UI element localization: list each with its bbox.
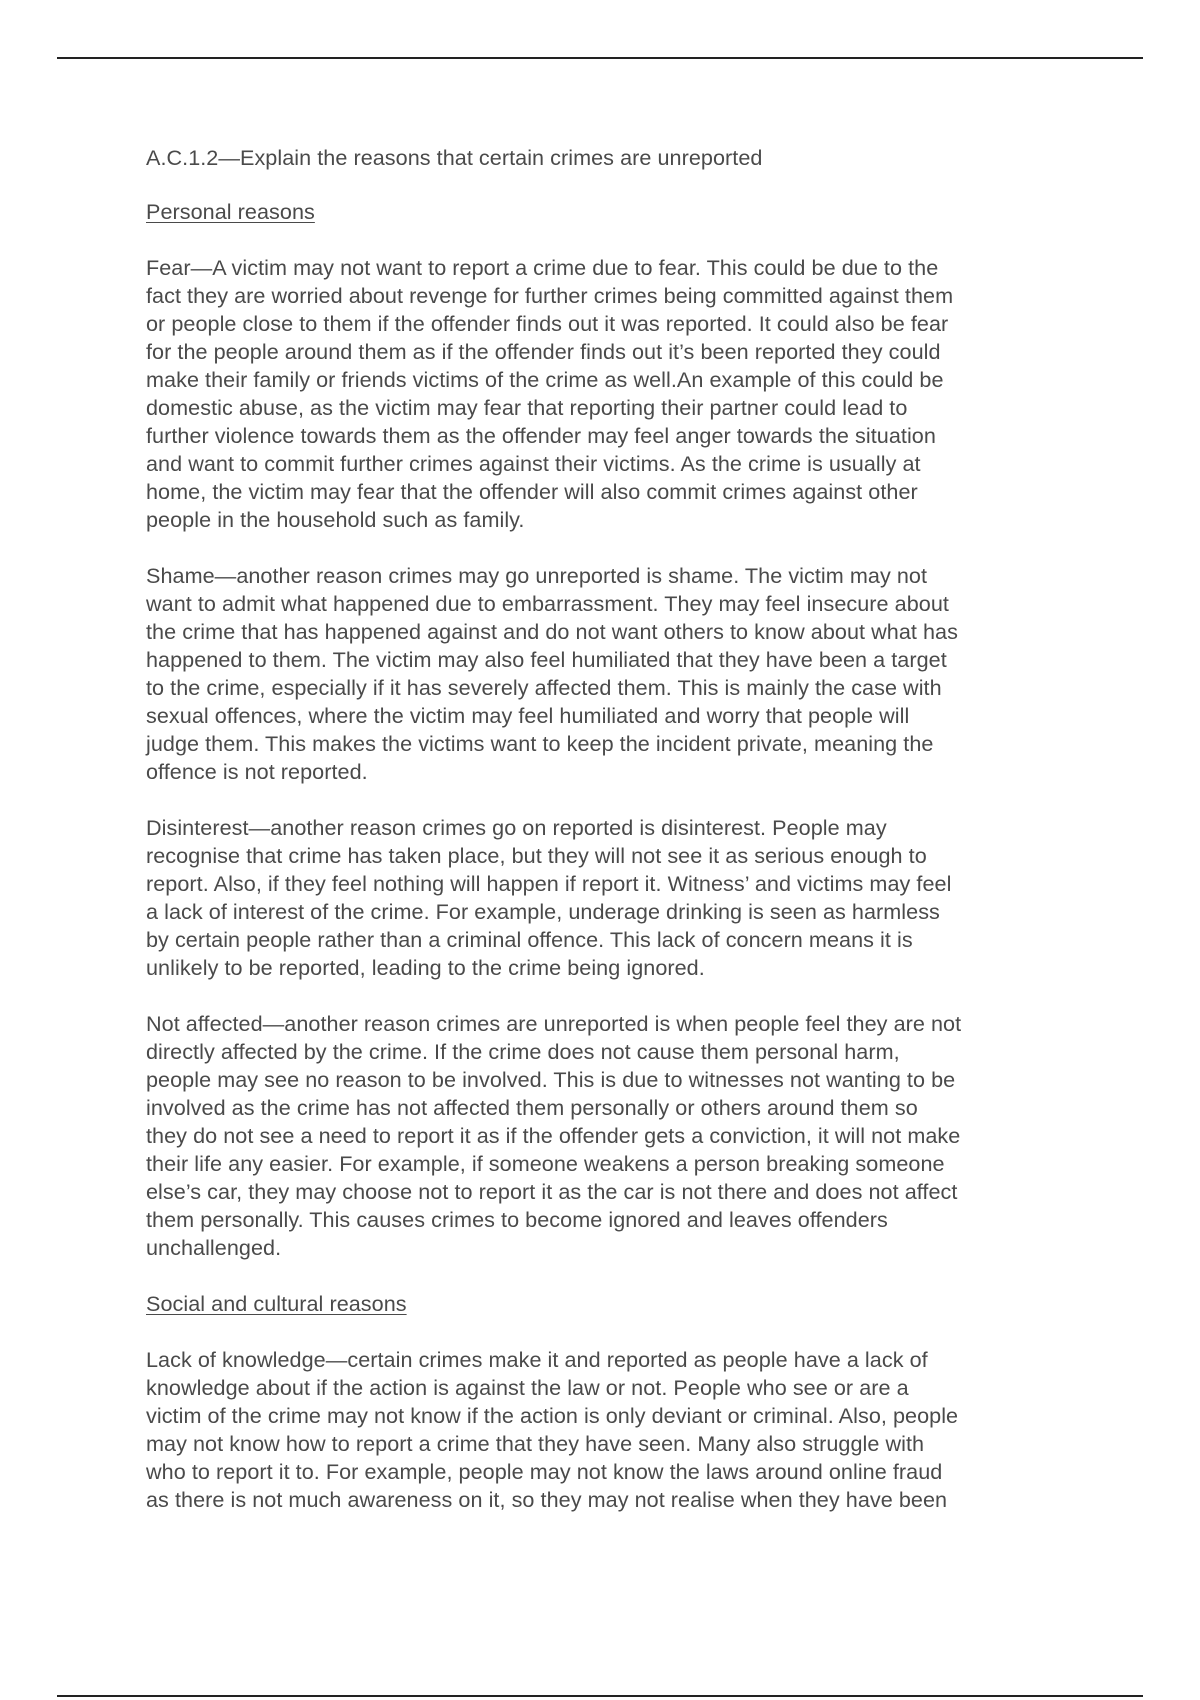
page-bottom-rule	[57, 1695, 1143, 1697]
text-line: knowledge about if the action is against the law or not. People who see or are a	[146, 1375, 909, 1400]
text-line: to the crime, especially if it has severely affected them. This is mainly the case with	[146, 675, 942, 700]
page-top-rule	[57, 57, 1143, 59]
text-line: fact they are worried about revenge for further crimes being committed against them	[146, 283, 954, 308]
text-line: may not know how to report a crime that they have seen. Many also struggle with	[146, 1431, 925, 1456]
text-line: sexual offences, where the victim may feel humiliated and worry that people will	[146, 703, 910, 728]
text-line: directly affected by the crime. If the crime does not cause them personal harm,	[146, 1039, 900, 1064]
section-heading: Social and cultural reasons	[146, 1291, 407, 1316]
text-line: people may see no reason to be involved. This is due to witnesses not wanting to be	[146, 1067, 956, 1092]
text-line: want to admit what happened due to embarrassment. They may feel insecure about	[146, 591, 949, 616]
document-sections	[146, 198, 1066, 1514]
document-title: A.C.1.2—Explain the reasons that certain crimes are unreported	[146, 145, 763, 170]
text-line: the crime that has happened against and do not want others to know about what has	[146, 619, 958, 644]
text-line: happened to them. The victim may also feel humiliated that they have been a target	[146, 647, 947, 672]
paragraph	[146, 1010, 1066, 1262]
text-line: involved as the crime has not affected them personally or others around them so	[146, 1095, 918, 1120]
text-line: for the people around them as if the offender finds out it’s been reported they could	[146, 339, 941, 364]
document-body	[146, 144, 1066, 1542]
text-line: Lack of knowledge—certain crimes make it and reported as people have a lack of	[146, 1347, 928, 1372]
text-line: Fear—A victim may not want to report a crime due to fear. This could be due to the	[146, 255, 939, 280]
paragraph	[146, 254, 1066, 534]
text-line: or people close to them if the offender finds out it was reported. It could also be fear	[146, 311, 949, 336]
text-line: they do not see a need to report it as if the offender gets a conviction, it will not make	[146, 1123, 961, 1148]
text-line: judge them. This makes the victims want to keep the incident private, meaning the	[146, 731, 934, 756]
text-line: domestic abuse, as the victim may fear that reporting their partner could lead to	[146, 395, 908, 420]
text-line: report. Also, if they feel nothing will happen if report it. Witness’ and victims may feel	[146, 871, 952, 896]
text-line: by certain people rather than a criminal offence. This lack of concern means it is	[146, 927, 913, 952]
text-line: a lack of interest of the crime. For example, underage drinking is seen as harmless	[146, 899, 940, 924]
paragraph	[146, 814, 1066, 982]
text-line: Not affected—another reason crimes are unreported is when people feel they are not	[146, 1011, 962, 1036]
text-line: people in the household such as family.	[146, 507, 525, 532]
text-line: else’s car, they may choose not to report it as the car is not there and does not affect	[146, 1179, 958, 1204]
text-line: victim of the crime may not know if the action is only deviant or criminal. Also, people	[146, 1403, 959, 1428]
text-line: who to report it to. For example, people may not know the laws around online fraud	[146, 1459, 943, 1484]
paragraph	[146, 1346, 1066, 1514]
text-line: as there is not much awareness on it, so they may not realise when they have been	[146, 1487, 948, 1512]
text-line: unchallenged.	[146, 1235, 282, 1260]
text-line: them personally. This causes crimes to become ignored and leaves offenders	[146, 1207, 888, 1232]
section-heading: Personal reasons	[146, 199, 315, 224]
text-line: recognise that crime has taken place, but they will not see it as serious enough to	[146, 843, 927, 868]
text-line: Disinterest—another reason crimes go on reported is disinterest. People may	[146, 815, 887, 840]
text-line: offence is not reported.	[146, 759, 368, 784]
text-line: further violence towards them as the offender may feel anger towards the situation	[146, 423, 936, 448]
text-line: Shame—another reason crimes may go unreported is shame. The victim may not	[146, 563, 928, 588]
text-line: make their family or friends victims of the crime as well.An example of this could be	[146, 367, 944, 392]
text-line: home, the victim may fear that the offender will also commit crimes against other	[146, 479, 918, 504]
text-line: their life any easier. For example, if someone weakens a person breaking someone	[146, 1151, 945, 1176]
text-line: and want to commit further crimes against their victims. As the crime is usually at	[146, 451, 921, 476]
paragraph	[146, 562, 1066, 786]
text-line: unlikely to be reported, leading to the crime being ignored.	[146, 955, 705, 980]
